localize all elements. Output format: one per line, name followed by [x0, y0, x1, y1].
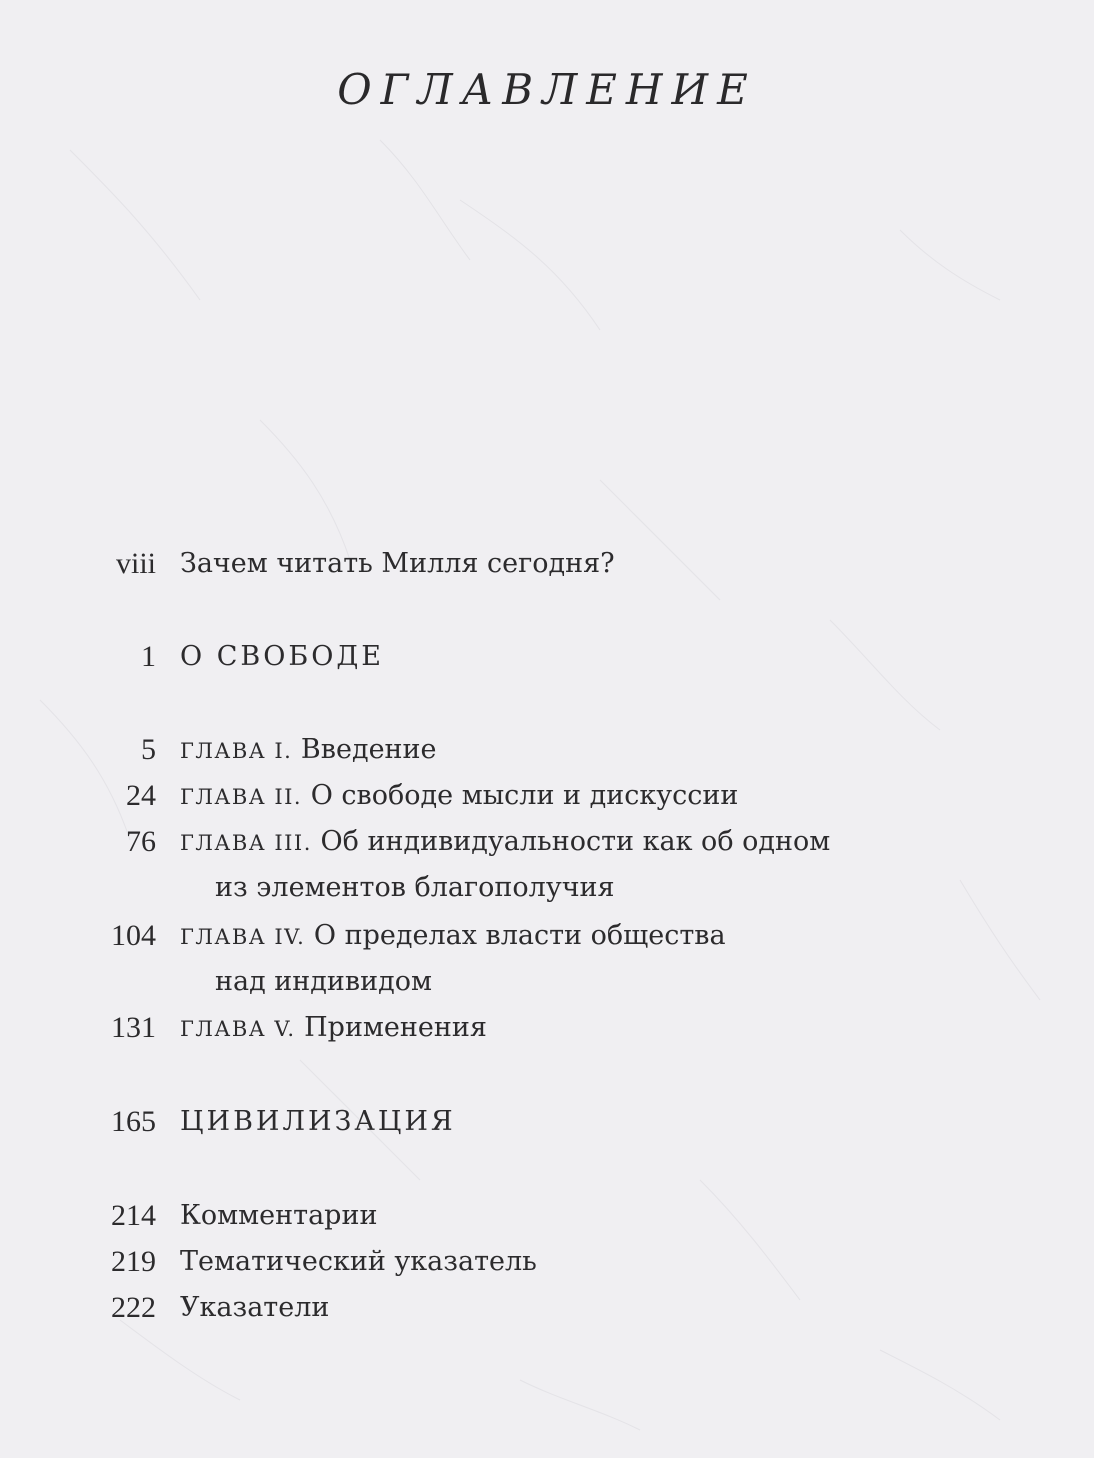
chapter-title — [180, 916, 726, 957]
page-number: 165 — [111, 1105, 156, 1138]
chapter-label: ГЛАВА IV. — [180, 925, 306, 949]
chapter-name: Введение — [300, 734, 437, 765]
chapter-label: ГЛАВА II. — [180, 785, 303, 809]
chapter-title — [180, 1008, 487, 1049]
page-number: 214 — [111, 1199, 156, 1232]
page-number: 131 — [111, 1011, 156, 1044]
page-number: 5 — [141, 733, 156, 766]
toc-part-entry — [0, 637, 1094, 677]
toc-continuation — [0, 962, 1094, 1002]
toc-chapter-entry — [0, 1008, 1094, 1048]
chapter-label: ГЛАВА I. — [180, 739, 293, 763]
chapter-label: ГЛАВА V. — [180, 1017, 296, 1041]
page-number: 222 — [111, 1291, 156, 1324]
toc-part-entry — [0, 1102, 1094, 1142]
toc-entry — [0, 1288, 1094, 1328]
chapter-name: О свободе мысли и дискуссии — [310, 780, 739, 811]
chapter-title — [180, 776, 738, 817]
chapter-title — [180, 730, 437, 771]
chapter-name: Применения — [304, 1012, 487, 1043]
toc-title: ОГЛАВЛЕНИЕ — [337, 65, 757, 114]
toc-continuation — [0, 868, 1094, 908]
chapter-name: Об индивидуальности как об одном — [320, 826, 831, 857]
toc-entry — [0, 1242, 1094, 1282]
part-title: ЦИВИЛИЗАЦИЯ — [180, 1106, 456, 1137]
chapter-name: О пределах власти общества — [313, 920, 726, 951]
chapter-name-continuation: из элементов благополучия — [215, 872, 615, 903]
page-number: 219 — [111, 1245, 156, 1278]
chapter-label: ГЛАВА III. — [180, 831, 312, 855]
page-number: 1 — [141, 640, 156, 673]
toc-chapter-entry — [0, 916, 1094, 956]
chapter-name-continuation: над индивидом — [215, 966, 432, 997]
entry-title: Зачем читать Милля сегодня? — [180, 548, 615, 579]
toc-chapter-entry — [0, 776, 1094, 816]
page-number: 24 — [126, 779, 156, 812]
toc-entry — [0, 1196, 1094, 1236]
page-number: viii — [115, 547, 156, 580]
toc-entry — [0, 544, 1094, 584]
entry-title: Тематический указатель — [180, 1246, 537, 1277]
entry-title: Указатели — [180, 1292, 330, 1323]
page-number: 104 — [111, 919, 156, 952]
entry-title: Комментарии — [180, 1200, 378, 1231]
chapter-title — [180, 822, 830, 863]
part-title: О СВОБОДЕ — [180, 641, 384, 672]
toc-chapter-entry — [0, 822, 1094, 862]
page-number: 76 — [126, 825, 156, 858]
toc-chapter-entry — [0, 730, 1094, 770]
